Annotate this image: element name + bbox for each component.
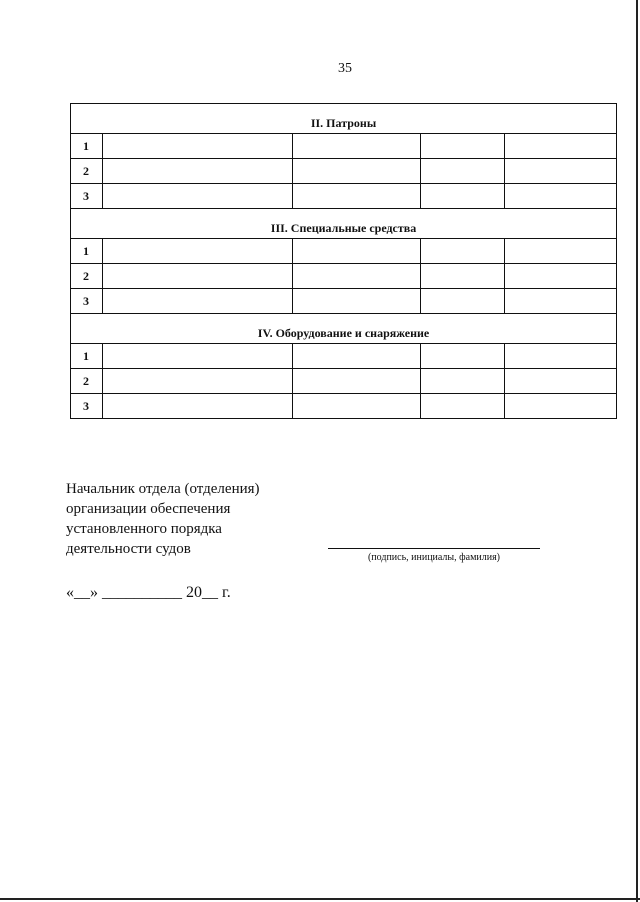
row-number: 1	[71, 344, 103, 369]
table-row	[71, 344, 617, 369]
table-cell	[505, 134, 617, 159]
table-cell	[421, 289, 505, 314]
table-cell	[103, 369, 293, 394]
date-line: «__» __________ 20__ г.	[66, 584, 231, 601]
table-cell	[293, 394, 421, 419]
table-row	[71, 159, 617, 184]
page-number: 35	[338, 61, 352, 76]
row-number: 3	[71, 394, 103, 419]
table-cell	[103, 394, 293, 419]
section-header	[71, 209, 617, 239]
table-cell	[103, 344, 293, 369]
section-title: IV. Оборудование и снаряжение	[71, 314, 617, 344]
table-cell	[103, 134, 293, 159]
table-cell	[505, 159, 617, 184]
table-cell	[421, 344, 505, 369]
table-cell	[505, 394, 617, 419]
table-cell	[293, 184, 421, 209]
table-row	[71, 239, 617, 264]
scan-border-right	[636, 0, 638, 902]
row-number: 2	[71, 159, 103, 184]
row-number: 1	[71, 134, 103, 159]
signatory-position: Начальник отдела (отделения) организации обеспечения установленного порядка деятельности судов	[66, 481, 260, 557]
table-cell	[103, 159, 293, 184]
table-cell	[505, 264, 617, 289]
table-cell	[293, 264, 421, 289]
row-number: 1	[71, 239, 103, 264]
equipment-table	[70, 103, 617, 419]
table-cell	[505, 239, 617, 264]
table-row	[71, 134, 617, 159]
table-cell	[505, 344, 617, 369]
table-cell	[421, 159, 505, 184]
section-title: II. Патроны	[71, 104, 617, 134]
table-row	[71, 264, 617, 289]
table-cell	[103, 184, 293, 209]
section-header	[71, 314, 617, 344]
table-cell	[103, 264, 293, 289]
table-cell	[293, 159, 421, 184]
table-cell	[293, 369, 421, 394]
signature-caption: (подпись, инициалы, фамилия)	[367, 552, 501, 563]
row-number: 3	[71, 184, 103, 209]
table-cell	[505, 289, 617, 314]
row-number: 2	[71, 369, 103, 394]
table-cell	[293, 344, 421, 369]
table-cell	[421, 369, 505, 394]
table-cell	[293, 289, 421, 314]
table-cell	[103, 239, 293, 264]
section-title: III. Специальные средства	[71, 209, 617, 239]
table-cell	[103, 289, 293, 314]
scan-border-bottom	[0, 898, 640, 900]
section-header	[71, 104, 617, 134]
table-cell	[421, 184, 505, 209]
row-number: 3	[71, 289, 103, 314]
row-number: 2	[71, 264, 103, 289]
table-cell	[421, 394, 505, 419]
table-row	[71, 369, 617, 394]
table-cell	[421, 264, 505, 289]
signature-line	[328, 548, 540, 549]
table-cell	[421, 239, 505, 264]
table-cell	[505, 184, 617, 209]
table-cell	[505, 369, 617, 394]
table-cell	[293, 239, 421, 264]
table-row	[71, 289, 617, 314]
table-cell	[293, 134, 421, 159]
table-cell	[421, 134, 505, 159]
table-row	[71, 184, 617, 209]
table-row	[71, 394, 617, 419]
